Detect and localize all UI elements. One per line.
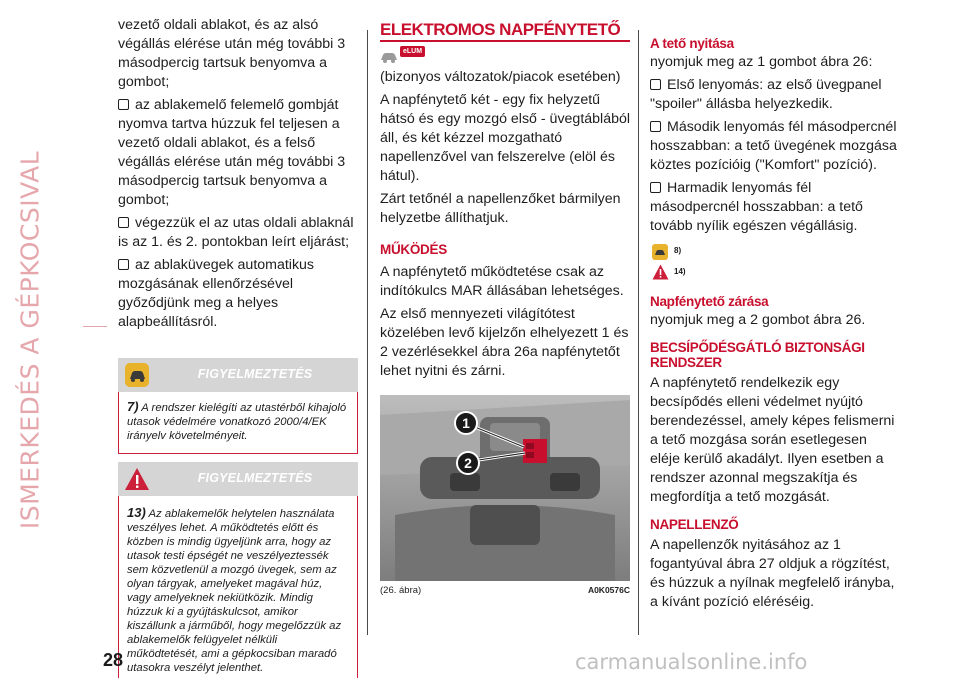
car-warning-icon <box>652 244 668 260</box>
bullet-text: Első lenyomás: az első üvegpanel "spoiler" állásba helyezkedik. <box>650 77 882 112</box>
bullet-item <box>118 256 358 332</box>
subsection-title: BECSÍPŐDÉSGÁTLÓ BIZTONSÁGI RENDSZER <box>650 340 865 370</box>
paragraph: A napfénytető rendelkezik egy becsípődés elleni védelmet nyújtó berendezéssel, amely képes felismerni a tető mozgása során esetlegesen eléje kerülő akadályt. Ilyen esetben a rendszer azonnal megszakítja és megfordítja a tető mozgását. <box>650 375 895 505</box>
sunroof-control-photo <box>380 395 630 581</box>
column-divider <box>367 30 368 635</box>
note-text: A rendszer kielégíti az utastérből kihajoló utasok védelmére vonatkozó 2000/4/EK irányelv követelményeit. <box>127 402 347 442</box>
column-right <box>650 16 900 612</box>
checkbox-bullet-icon <box>650 79 661 90</box>
bullet-item <box>118 214 358 252</box>
danger-triangle-icon <box>652 264 669 280</box>
bullet-item <box>650 179 900 236</box>
subsection-title: A tető nyitása <box>650 36 734 51</box>
sidebar-title-text: ISMERKEDÉS A GÉPKOCSIVAL <box>15 150 45 530</box>
heading-underline <box>380 40 630 42</box>
page-number: 28 <box>103 650 124 670</box>
warning-ref-row <box>650 244 900 264</box>
figure-code: A0K0576C <box>587 585 630 595</box>
column-left <box>118 16 358 678</box>
paragraph: A napfénytető két - egy fix helyzetű hátsó és egy mozgó első - üvegtáblából áll, és két kézzel mozgatható napellenzővel van felszerelve (elöl és hátul). <box>380 92 631 184</box>
paragraph: A napfénytető működtetése csak az indítókulcs MAR állásában lehetséges. <box>380 264 624 299</box>
note-number: 13) <box>127 505 146 520</box>
car-silhouette-icon <box>380 50 398 64</box>
warning-title: FIGYELMEZTETÉS <box>197 471 313 485</box>
watermark: carmanualsonline.info <box>575 650 808 674</box>
sidebar-divider <box>83 326 107 327</box>
warning-title: FIGYELMEZTETÉS <box>197 367 313 381</box>
column-divider <box>638 30 639 635</box>
figure-image <box>380 395 630 581</box>
checkbox-bullet-icon <box>650 182 661 193</box>
figure-caption <box>380 583 630 599</box>
bullet-item <box>118 96 358 210</box>
bullet-item <box>650 118 900 175</box>
paragraph: Az első mennyezeti világítótest közelében levő kijelzőn elhelyezett 1 és 2 vezérlésekkel ábra 26a napfénytetőt lehet nyitni és zárni. <box>380 306 629 379</box>
figure-number: (26. ábra) <box>380 585 422 596</box>
checkbox-bullet-icon <box>650 121 661 132</box>
warning-ref: 8) <box>674 246 682 255</box>
callout-1-label: 1 <box>462 415 470 431</box>
checkbox-bullet-icon <box>118 259 129 270</box>
warning-ref-row <box>650 264 900 286</box>
bullet-item <box>650 76 900 114</box>
paragraph: A napellenzők nyitásához az 1 fogantyúval ábra 27 oldjuk a rögzítést, és húzzuk a nyílnak megfelelő irányba, a kívánt pozíció eléréséig. <box>650 537 895 610</box>
warning-header <box>118 358 358 392</box>
warning-text <box>118 392 358 454</box>
warning-text <box>118 496 358 678</box>
version-badge-row <box>380 44 630 68</box>
paragraph: nyomjuk meg az 1 gombot ábra 26: <box>650 54 873 70</box>
paragraph: nyomjuk meg a 2 gombot ábra 26. <box>650 312 866 328</box>
subsection-title: MŰKÖDÉS <box>380 242 447 257</box>
version-badge: eLUM <box>400 46 425 57</box>
bullet-text: az ablakemelő felemelő gombját nyomva tartva húzzuk fel teljesen a vezető oldali ablakot, és a felső végállás elérése után még további 3 másodpercig tartsuk benyomva a gombot; <box>118 97 346 208</box>
warning-box <box>118 462 358 678</box>
paragraph: Zárt tetőnél a napellenzőket bármilyen helyzetbe állíthatjuk. <box>380 191 621 226</box>
warning-ref: 14) <box>674 267 686 276</box>
figure <box>380 395 630 599</box>
section-title: ELEKTROMOS NAPFÉNYTETŐ <box>380 20 621 39</box>
subsection-title: Napfénytető zárása <box>650 294 769 309</box>
bullet-text: végezzük el az utas oldali ablaknál is az 1. és 2. pontokban leírt eljárást; <box>118 215 354 250</box>
checkbox-bullet-icon <box>118 99 129 110</box>
checkbox-bullet-icon <box>118 217 129 228</box>
warning-box <box>118 358 358 454</box>
callout-2-label: 2 <box>464 455 472 471</box>
bullet-text: Második lenyomás fél másodpercnél hosszabban: a tető üvegének mozgása köztes pozícióig ("Komfort" pozíció). <box>650 119 897 173</box>
bullet-text: az ablaküvegek automatikus mozgásának ellenőrzésével győződjünk meg a helyes alapbeállításról. <box>118 257 315 330</box>
subsection-title: NAPELLENZŐ <box>650 517 739 532</box>
paragraph: (bizonyos változatok/piacok esetében) <box>380 69 621 85</box>
bullet-text: Harmadik lenyomás fél másodpercnél hosszabban: a tető tovább nyílik egészen végállásig. <box>650 180 863 234</box>
note-text: Az ablakemelők helytelen használata veszélyes lehet. A működtetés előtt és közben is mindig ügyeljünk arra, hogy az utasok testi épségét ne veszélyeztessék sem közvetlenül a mozgó üvegek, sem az olyan tárgyak, amelyeket magával húz, vagy amelyeknek nekiütközik. Mindig húzzuk ki a gyújtáskulcsot, amikor kiszállunk a járműből, hogy megelőzzük az ablakemelők felügyelet nélküli működtetését, ami a gépkocsiban maradó utasokra veszélyt jelenthet. <box>127 508 342 674</box>
paragraph: vezető oldali ablakot, és az alsó végállás elérése után még további 3 másodpercig tartsuk benyomva a gombot; <box>118 17 346 90</box>
note-number: 7) <box>127 399 139 414</box>
warning-header <box>118 462 358 496</box>
section-heading <box>380 16 630 42</box>
column-middle <box>380 16 630 599</box>
